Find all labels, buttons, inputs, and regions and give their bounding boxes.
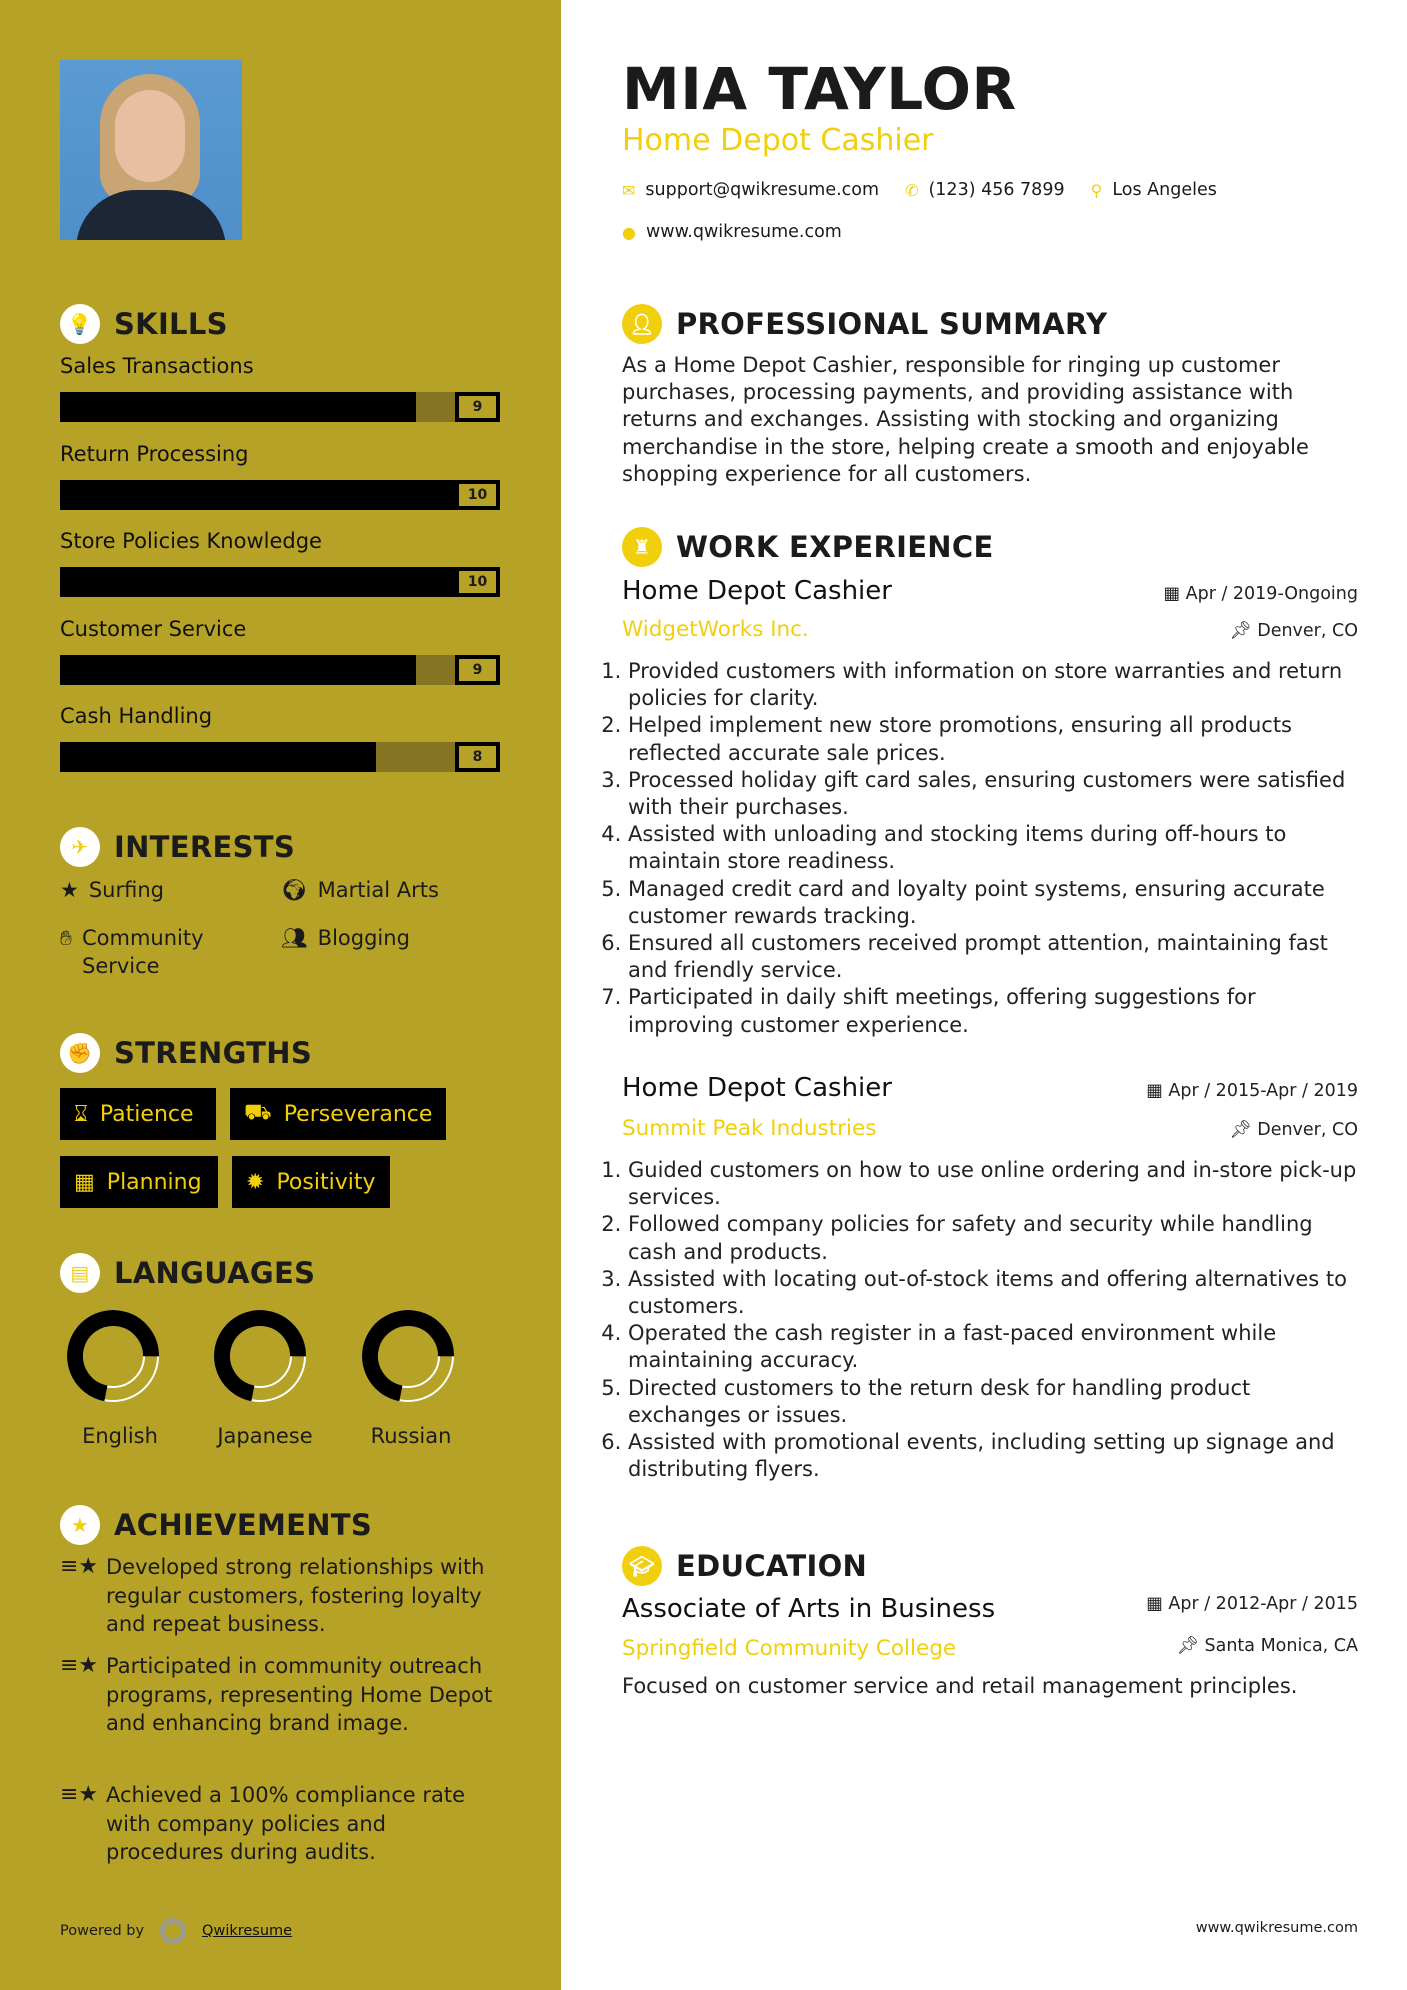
strength-chip [60, 1088, 216, 1140]
skill-value: 10 [455, 567, 500, 597]
job-title: Home Depot Cashier [622, 576, 892, 606]
calendar-icon: ▦ [1146, 1081, 1169, 1101]
strength-chip [230, 1088, 446, 1140]
skill-bar [60, 655, 500, 685]
dates-text: Apr / 2015-Apr / 2019 [1168, 1081, 1358, 1101]
graduate-icon: 🎓︎ [622, 1546, 662, 1586]
skill-value: 9 [455, 655, 500, 685]
language-label: Russian [370, 1424, 452, 1448]
road-icon: ⛟︎ [244, 1100, 272, 1125]
hourglass-icon: ⌛︎ [74, 1101, 88, 1127]
skills-heading [60, 304, 228, 344]
envelope-icon: ✉ [622, 180, 636, 200]
fist-icon: ✊ [60, 1033, 100, 1073]
job-bullet: 2. Helped implement new store promotions, ensuring all products reflected accurate sale prices. [628, 712, 1360, 766]
skill-bar-fill [60, 655, 416, 685]
skill-value: 9 [455, 392, 500, 422]
education-heading-text: EDUCATION [676, 1549, 868, 1583]
interest-item [60, 924, 260, 980]
interest-label: Surfing [88, 878, 164, 902]
language-card-icon: ▤ [60, 1253, 100, 1293]
languages-heading [60, 1253, 315, 1293]
skill-item [60, 529, 500, 617]
company: Summit Peak Industries [622, 1116, 877, 1141]
job-bullet: 7. Participated in daily shift meetings, offering suggestions for improving customer experience. [628, 984, 1360, 1038]
experience-heading [622, 527, 1358, 567]
summary-heading [622, 304, 1358, 344]
skill-bar-fill [60, 567, 455, 597]
achievement-text: Participated in community outreach programs, representing Home Depot and enhancing brand image. [106, 1654, 493, 1735]
phone-icon: ✆ [905, 180, 919, 200]
pin-icon: 📌︎ [1176, 1636, 1205, 1656]
job-company-row [622, 1116, 1358, 1141]
interest-label: Martial Arts [317, 878, 439, 902]
strength-label: Planning [106, 1169, 202, 1195]
candidate-name: MIA TAYLOR [622, 55, 1017, 123]
users-icon: 👥︎ [281, 926, 308, 950]
job-location [1229, 1120, 1358, 1140]
achievement-item [60, 1652, 510, 1738]
profile-photo [60, 60, 242, 240]
map-pin-icon: ⚲ [1090, 180, 1103, 200]
interest-item [60, 876, 280, 904]
skill-item [60, 354, 500, 442]
job-bullet: 1. Guided customers on how to use online ordering and in-store pick-up services. [628, 1157, 1360, 1211]
achievement-text: Developed strong relationships with regular customers, fostering loyalty and repeat business. [106, 1555, 485, 1636]
job-title: Home Depot Cashier [622, 1073, 892, 1103]
language-label: Japanese [217, 1424, 313, 1448]
job-dates [1164, 584, 1359, 604]
skill-bar-fill [60, 742, 376, 772]
website-row [622, 222, 1358, 242]
strengths-heading [60, 1033, 312, 1073]
skill-item [60, 617, 500, 705]
language-donuts [0, 1300, 561, 1415]
job-bullets [610, 1157, 1360, 1483]
skills-heading-text: SKILLS [114, 307, 228, 341]
location-text: Denver, CO [1257, 1120, 1358, 1140]
school: Springfield Community College [622, 1636, 957, 1661]
powered-by [60, 1918, 292, 1944]
email[interactable]: support@qwikresume.com [645, 180, 880, 200]
skill-bar-fill [60, 392, 416, 422]
skill-bar [60, 567, 500, 597]
job-bullet: 3. Assisted with locating out-of-stock items and offering alternatives to customers. [628, 1266, 1360, 1320]
job-company-row [622, 617, 1358, 642]
job-dates [1146, 1081, 1358, 1101]
qwikresume-link[interactable]: Qwikresume [202, 1923, 293, 1939]
phone: (123) 456 7899 [928, 180, 1065, 200]
star-icon: ★ [60, 1505, 100, 1545]
skill-label: Return Processing [60, 441, 249, 466]
skill-label: Store Policies Knowledge [60, 529, 322, 554]
globe-icon: ● [622, 222, 636, 242]
interest-item [281, 924, 501, 952]
job-bullet: 6. Assisted with promotional events, including setting up signage and distributing flyers. [628, 1429, 1360, 1483]
calendar-icon: ▦ [1146, 1594, 1169, 1614]
strengths-heading-text: STRENGTHS [114, 1036, 313, 1070]
summary-heading-text: PROFESSIONAL SUMMARY [676, 307, 1108, 341]
header [622, 55, 1358, 158]
strength-label: Perseverance [283, 1101, 433, 1127]
strength-label: Patience [99, 1101, 194, 1127]
footer-website[interactable]: www.qwikresume.com [1195, 1920, 1358, 1936]
strength-label: Positivity [276, 1169, 376, 1195]
star-icon: ≡★ [60, 1653, 99, 1678]
achievements-heading-text: ACHIEVEMENTS [114, 1508, 373, 1542]
skill-bar [60, 392, 500, 422]
skill-item [60, 704, 500, 792]
candidate-title: Home Depot Cashier [622, 123, 934, 158]
skills-list [60, 354, 500, 792]
star-icon: ★ [60, 878, 79, 902]
skill-bar [60, 742, 500, 772]
location-text: Denver, CO [1257, 621, 1358, 641]
summary-text: As a Home Depot Cashier, responsible for ringing up customer purchases, processing payments, and providing assistance with returns and exchanges. Assisting with stocking and organizing merchandise in the store, helping create a smooth and enjoyable shopping experience for all customers. [622, 353, 1309, 486]
degree: Associate of Arts in Business [622, 1594, 996, 1624]
job-bullets [610, 658, 1360, 1039]
job-bullet: 2. Followed company policies for safety and security while handling cash and products. [628, 1211, 1360, 1265]
job-bullet: 5. Directed customers to the return desk for handling product exchanges or issues. [628, 1375, 1360, 1429]
job-bullet: 4. Assisted with unloading and stocking items during off-hours to maintain store readiness. [628, 821, 1360, 875]
experience-heading-text: WORK EXPERIENCE [676, 530, 994, 564]
skill-bar-fill [60, 480, 455, 510]
calendar-icon: ▦ [74, 1169, 95, 1195]
job-bullet: 3. Processed holiday gift card sales, ensuring customers were satisfied with their purchases. [628, 767, 1360, 821]
strength-chip [232, 1156, 390, 1208]
chair-icon: ♜ [622, 527, 662, 567]
language-label: English [82, 1424, 158, 1448]
job-bullet: 1. Provided customers with information on store warranties and return policies for clarity. [628, 658, 1360, 712]
globe-icon: 🌍︎ [281, 878, 308, 902]
location: Los Angeles [1112, 180, 1217, 200]
pin-icon: 📌︎ [1229, 1120, 1258, 1140]
achievements-heading [60, 1505, 372, 1545]
calendar-icon: ▦ [1163, 584, 1186, 604]
education-entry [622, 1594, 1358, 1624]
achievement-item [60, 1781, 510, 1867]
skill-label: Sales Transactions [60, 354, 254, 378]
interest-label: Community Service [81, 926, 204, 978]
education-heading [622, 1546, 1358, 1586]
star-icon: ≡★ [60, 1782, 99, 1807]
interests-heading [60, 827, 295, 867]
powered-by-text: Powered by [60, 1923, 145, 1939]
job-bullet: 5. Managed credit card and loyalty point systems, ensuring accurate customer rewards tracking. [628, 876, 1360, 930]
skill-value: 10 [455, 480, 500, 510]
strength-chip [60, 1156, 218, 1208]
hand-icon: ✋︎ [60, 926, 72, 950]
languages-heading-text: LANGUAGES [114, 1256, 316, 1290]
dates-text: Apr / 2012-Apr / 2015 [1168, 1594, 1358, 1614]
job-bullet: 4. Operated the cash register in a fast-paced environment while maintaining accuracy. [628, 1320, 1360, 1374]
education-description: Focused on customer service and retail management principles. [622, 1674, 1298, 1698]
interest-label: Blogging [317, 926, 410, 950]
sun-icon: ✹ [246, 1169, 265, 1195]
education-school-row [622, 1636, 1358, 1661]
achievement-text: Achieved a 100% compliance rate with company policies and procedures during audits. [106, 1783, 466, 1864]
lightbulb-icon: 💡 [60, 304, 100, 344]
achievement-item [60, 1553, 510, 1639]
paper-plane-icon: ✈ [60, 827, 100, 867]
job-header [622, 576, 1358, 606]
website[interactable]: www.qwikresume.com [645, 222, 842, 242]
skill-bar [60, 480, 500, 510]
education-dates [1146, 1594, 1358, 1624]
job-bullet: 6. Ensured all customers received prompt attention, maintaining fast and friendly service. [628, 930, 1360, 984]
pin-icon: 📌︎ [1229, 621, 1258, 641]
interests-heading-text: INTERESTS [114, 830, 296, 864]
skill-value: 8 [455, 742, 500, 772]
qwikresume-logo-icon [160, 1918, 186, 1944]
skill-label: Customer Service [60, 616, 247, 641]
contact-row [622, 180, 1358, 200]
job-header [622, 1073, 1358, 1103]
dates-text: Apr / 2019-Ongoing [1185, 584, 1358, 604]
skill-item [60, 442, 500, 530]
job-location [1229, 621, 1358, 641]
location-text: Santa Monica, CA [1204, 1636, 1358, 1656]
skill-label: Cash Handling [60, 704, 213, 729]
interest-item [281, 876, 501, 904]
user-icon: 👤︎ [622, 304, 662, 344]
company: WidgetWorks Inc. [622, 617, 809, 642]
star-icon: ≡★ [60, 1554, 99, 1579]
education-location [1177, 1636, 1358, 1661]
